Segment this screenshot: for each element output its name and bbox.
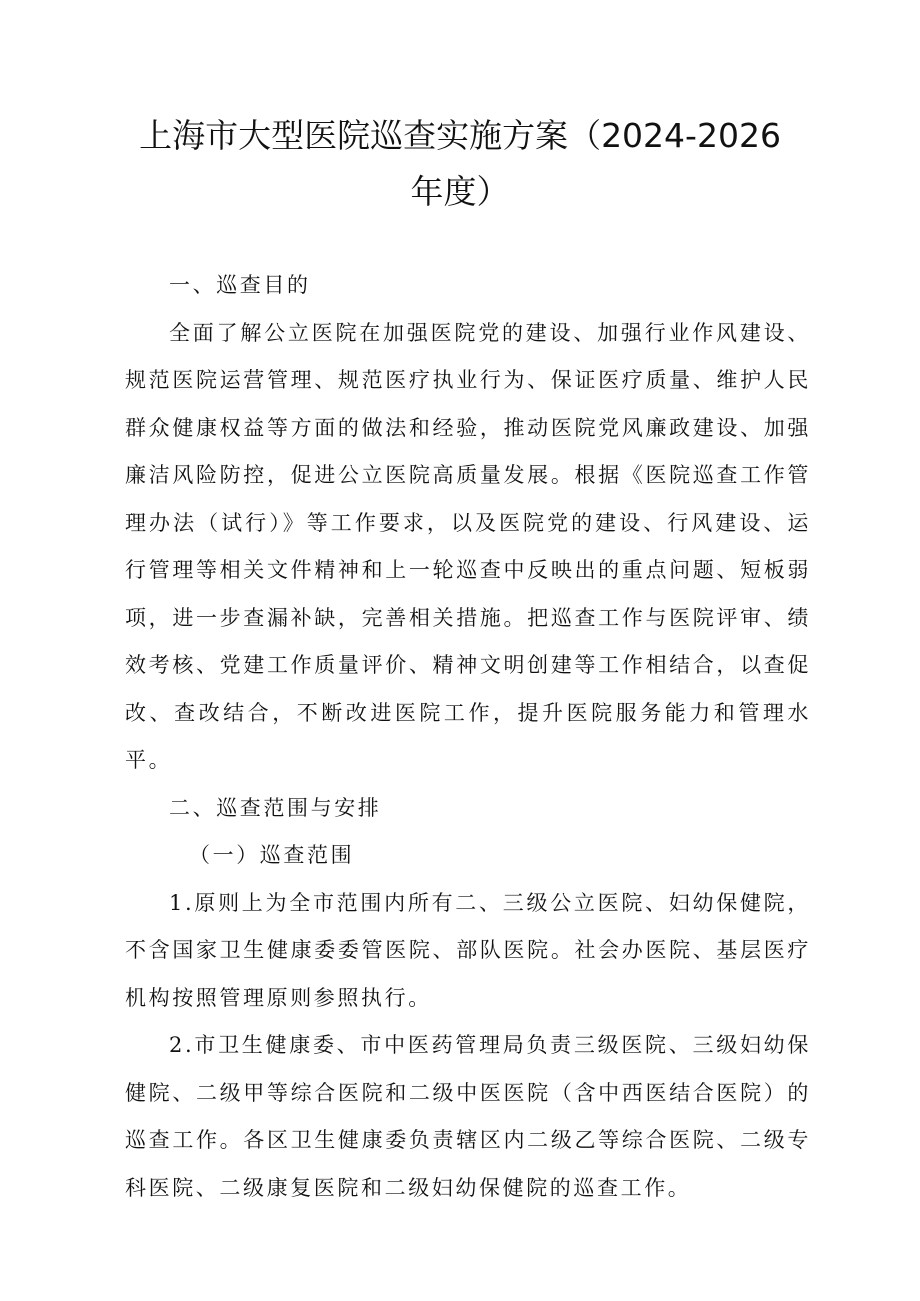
document-body <box>125 262 811 1212</box>
title-line-1: 上海市大型医院巡查实施方案（2024-2026 <box>139 116 781 155</box>
section-2-item-2: 2.市卫生健康委、市中医药管理局负责三级医院、三级妇幼保健院、二级甲等综合医院和二级中医医院（含中西医结合医院）的巡查工作。各区卫生健康委负责辖区内二级乙等综合医院、二级专科医院、二级康复医院和二级妇幼保健院的巡查工作。 <box>125 1033 811 1200</box>
section-1-heading: 一、巡查目的 <box>169 273 311 297</box>
section-2-heading: 二、巡查范围与安排 <box>169 795 382 820</box>
section-1-paragraph: 全面了解公立医院在加强医院党的建设、加强行业作风建设、规范医院运营管理、规范医疗执业行为、保证医疗质量、维护人民群众健康权益等方面的做法和经验，推动医院党风廉政建设、加强廉洁风险防控，促进公立医院高质量发展。根据《医院巡查工作管理办法（试行）》等工作要求，以及医院党的建设、行风建设、运行管理等相关文件精神和上一轮巡查中反映出的重点问题、短板弱项，进一步查漏补缺，完善相关措施。把巡查工作与医院评审、绩效考核、党建工作质量评价、精神文明创建等工作相结合，以查促改、查改结合，不断改进医院工作，提升医院服务能力和管理水平。 <box>125 320 811 772</box>
section-2-item-1: 1.原则上为全市范围内所有二、三级公立医院、妇幼保健院，不含国家卫生健康委委管医院、部队医院。社会办医院、基层医疗机构按照管理原则参照执行。 <box>125 890 811 1010</box>
section-2-subheading-1: （一）巡查范围 <box>189 843 355 867</box>
title-line-2: 年度） <box>410 172 510 211</box>
document-title <box>130 108 790 220</box>
